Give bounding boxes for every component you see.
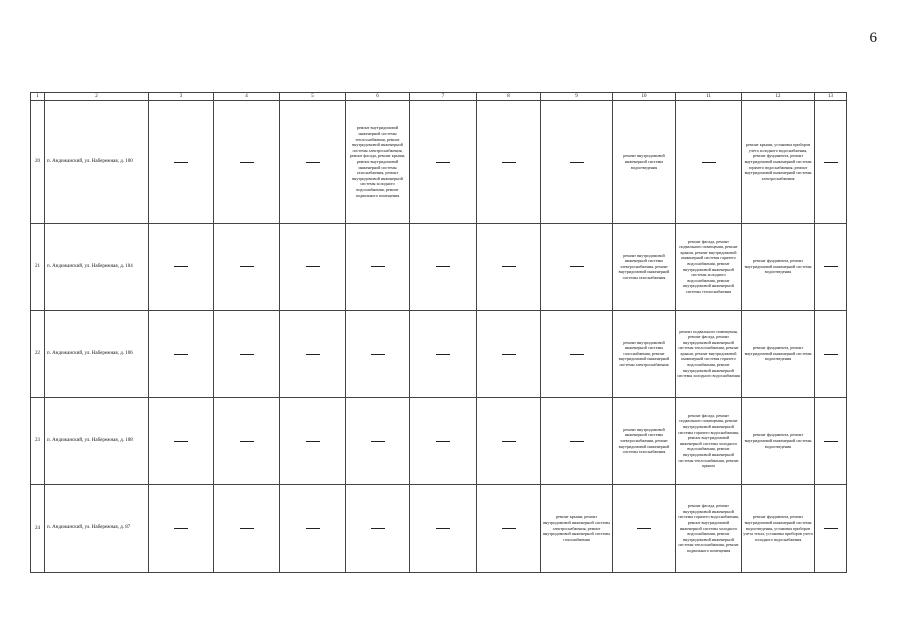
dash-mark [306, 266, 320, 267]
empty-cell [541, 101, 613, 224]
empty-cell [477, 310, 541, 397]
works-cell: ремонт фасада, ремонт подвального помещения, ремонт внутридомовой инженерной системы горячего водоснабжения, ремонт внутридомовой инженерной системы холодного водоснабжения, ремонт внутридомовой инженерной системы теплоснабжения, ремонт крыши [676, 397, 742, 484]
dash-mark [371, 354, 385, 355]
empty-cell [149, 310, 214, 397]
table-row [31, 484, 847, 572]
empty-cell [149, 223, 214, 310]
works-cell: ремонт внутридомовой инженерной системы электроснабжения, ремонт внутридомовой инженерной системы газоснабжения [613, 223, 676, 310]
empty-cell [346, 310, 410, 397]
table-row [31, 223, 847, 310]
row-number: 23 [31, 397, 45, 484]
empty-cell [280, 484, 346, 572]
empty-cell [541, 397, 613, 484]
row-number: 20 [31, 101, 45, 224]
works-cell: ремонт внутридомовой инженерной системы теплоснабжения, ремонт внутридомовой инженерной системы электроснабжения, ремонт фасада, ремонт крыши, ремонт внутридомовой инженерной системы газоснабжения, ремонт внутридомовой инженерной системы холодного водоснабжения, ремонт подвального помещения [346, 101, 410, 224]
empty-cell [410, 397, 477, 484]
address-cell: п. Андижанский, ул. Набережная, д. 104 [45, 223, 149, 310]
column-number-row [31, 93, 847, 101]
works-cell: ремонт крыши, установка приборов учета холодного водоснабжения, ремонт фундамента, ремонт внутридомовой инженерной системы горячего водоснабжения, ремонт внутридомовой инженерной системы электроснабжения [742, 101, 815, 224]
dash-mark [502, 266, 516, 267]
dash-mark [174, 528, 188, 529]
dash-mark [570, 266, 584, 267]
column-number: 1 [31, 93, 45, 101]
empty-cell [477, 223, 541, 310]
address-cell: п. Андижанский, ул. Набережная, д. 106 [45, 310, 149, 397]
dash-mark [436, 266, 450, 267]
empty-cell [280, 397, 346, 484]
dash-mark [306, 354, 320, 355]
works-cell: ремонт фундамента, ремонт внутридомовой инженерной системы водоотведения [742, 310, 815, 397]
works-cell: ремонт внутридомовой инженерной системы газоснабжения, ремонт внутридомовой инженерной системы электроснабжения [613, 310, 676, 397]
dash-mark [306, 441, 320, 442]
dash-mark [240, 354, 254, 355]
dash-mark [824, 354, 838, 355]
dash-mark [502, 354, 516, 355]
works-cell: ремонт фундамента, ремонт внутридомовой инженерной системы водоотведения [742, 397, 815, 484]
dash-mark [174, 266, 188, 267]
dash-mark [371, 266, 385, 267]
column-number: 13 [815, 93, 847, 101]
empty-cell [815, 484, 847, 572]
empty-cell [346, 397, 410, 484]
empty-cell [541, 310, 613, 397]
empty-cell [477, 101, 541, 224]
empty-cell [149, 101, 214, 224]
empty-cell [815, 310, 847, 397]
dash-mark [240, 528, 254, 529]
works-cell: ремонт фундамента, ремонт внутридомовой инженерной системы водоотведения [742, 223, 815, 310]
column-number: 6 [346, 93, 410, 101]
empty-cell [214, 101, 280, 224]
column-number: 2 [45, 93, 149, 101]
works-cell: ремонт внутридомовой инженерной системы электроснабжения, ремонт внутридомовой инженерной системы газоснабжения [613, 397, 676, 484]
empty-cell [815, 223, 847, 310]
empty-cell [280, 310, 346, 397]
works-cell: ремонт внутридомовой инженерной системы водоотведения [613, 101, 676, 224]
empty-cell [815, 101, 847, 224]
address-cell: п. Андижанский, ул. Набережная, д. 87 [45, 484, 149, 572]
empty-cell [676, 101, 742, 224]
column-number: 7 [410, 93, 477, 101]
empty-cell [214, 397, 280, 484]
column-number: 5 [280, 93, 346, 101]
empty-cell [410, 310, 477, 397]
dash-mark [824, 441, 838, 442]
empty-cell [410, 484, 477, 572]
empty-cell [214, 310, 280, 397]
dash-mark [436, 528, 450, 529]
dash-mark [570, 162, 584, 163]
row-number: 21 [31, 223, 45, 310]
column-number: 8 [477, 93, 541, 101]
works-cell: ремонт фундамента, ремонт внутридомовой инженерной системы водоотведения, установка приборов учета тепла, установка приборов учета холодного водоснабжения [742, 484, 815, 572]
dash-mark [824, 266, 838, 267]
dash-mark [306, 162, 320, 163]
page-number: 6 [869, 30, 877, 46]
dash-mark [174, 354, 188, 355]
column-number: 12 [742, 93, 815, 101]
dash-mark [174, 441, 188, 442]
dash-mark [240, 162, 254, 163]
empty-cell [280, 223, 346, 310]
dash-mark [371, 528, 385, 529]
empty-cell [477, 397, 541, 484]
dash-mark [502, 441, 516, 442]
address-cell: п. Андижанский, ул. Набережная, д. 100 [45, 101, 149, 224]
dash-mark [637, 528, 651, 529]
dash-mark [436, 441, 450, 442]
empty-cell [214, 484, 280, 572]
table-row [31, 310, 847, 397]
dash-mark [240, 441, 254, 442]
column-number: 11 [676, 93, 742, 101]
empty-cell [613, 484, 676, 572]
table-row [31, 101, 847, 224]
empty-cell [280, 101, 346, 224]
column-number: 4 [214, 93, 280, 101]
column-number: 10 [613, 93, 676, 101]
dash-mark [570, 441, 584, 442]
dash-mark [371, 441, 385, 442]
empty-cell [149, 397, 214, 484]
dash-mark [502, 162, 516, 163]
empty-cell [410, 223, 477, 310]
dash-mark [570, 354, 584, 355]
dash-mark [240, 266, 254, 267]
dash-mark [824, 528, 838, 529]
column-number: 9 [541, 93, 613, 101]
address-cell: п. Андижанский, ул. Набережная, д. 108 [45, 397, 149, 484]
dash-mark [174, 162, 188, 163]
empty-cell [541, 223, 613, 310]
dash-mark [702, 162, 716, 163]
empty-cell [149, 484, 214, 572]
row-number: 22 [31, 310, 45, 397]
dash-mark [502, 528, 516, 529]
table-row [31, 397, 847, 484]
dash-mark [436, 354, 450, 355]
works-cell: ремонт крыши, ремонт внутридомовой инженерной системы электроснабжения, ремонт внутридомовой инженерной системы газоснабжения [541, 484, 613, 572]
capital-repair-table [30, 92, 847, 573]
dash-mark [306, 528, 320, 529]
works-cell: ремонт фасада, ремонт подвального помещения, ремонт крыши, ремонт внутридомовой инженерной системы горячего водоснабжения, ремонт внутридомовой инженерной системы холодного водоснабжения, ремонт внутридомовой инженерной системы теплоснабжения [676, 223, 742, 310]
empty-cell [346, 223, 410, 310]
empty-cell [815, 397, 847, 484]
empty-cell [477, 484, 541, 572]
works-cell: ремонт подвального помещения, ремонт фасада, ремонт внутридомовой инженерной системы теплоснабжения, ремонт крыши, ремонт внутридомовой инженерной системы горячего водоснабжения, ремонт внутридомовой инженерной системы холодного водоснабжения [676, 310, 742, 397]
dash-mark [436, 162, 450, 163]
row-number: 24 [31, 484, 45, 572]
column-number: 3 [149, 93, 214, 101]
empty-cell [346, 484, 410, 572]
dash-mark [824, 162, 838, 163]
works-cell: ремонт фасада, ремонт внутридомовой инженерной системы горячего водоснабжения, ремонт внутридомовой инженерной системы холодного водоснабжения, ремонт внутридомовой инженерной системы теплоснабжения, ремонт подвального помещения [676, 484, 742, 572]
empty-cell [410, 101, 477, 224]
empty-cell [214, 223, 280, 310]
